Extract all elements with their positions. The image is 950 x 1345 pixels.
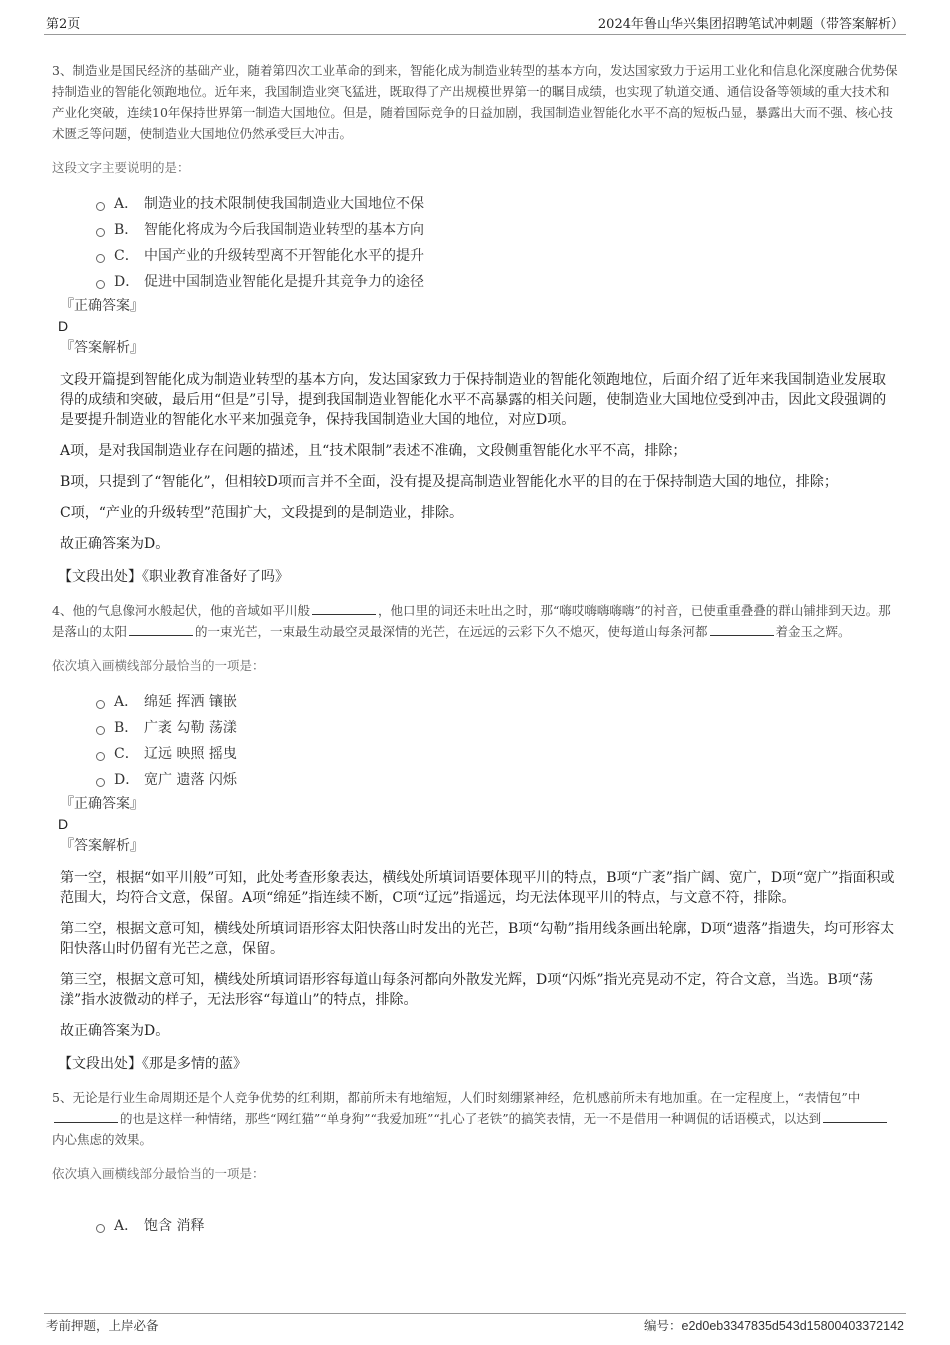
radio-icon[interactable] [96,202,105,211]
answer-value: D [58,318,69,334]
analysis-paragraph: B项，只提到了“智能化”，但相较D项而言并不全面，没有提及提高制造业智能化水平的目的在于保持制造大国的地位，排除； [60,474,838,490]
analysis-paragraph: A项，是对我国制造业存在问题的描述，且“技术限制”表述不准确，文段侧重智能化水平不高，排除； [60,443,687,459]
question-prompt: 依次填入画横线部分最恰当的一项是： [52,1166,265,1181]
option-c[interactable]: C． 中国产业的升级转型离不开智能化水平的提升 [96,242,898,268]
radio-icon[interactable] [96,280,105,289]
answer-value: D [58,816,69,832]
source-citation: 【文段出处】《那是多情的蓝》 [58,1056,247,1072]
page-header [44,10,906,35]
analysis-label: 『答案解析』 [60,340,144,356]
analysis-paragraph: 故正确答案为D。 [60,1023,170,1039]
page-footer [44,1313,906,1334]
question-prompt: 依次填入画横线部分最恰当的一项是： [52,658,265,673]
option-d[interactable]: D． 促进中国制造业智能化是提升其竞争力的途径 [96,268,898,294]
source-citation: 【文段出处】《职业教育准备好了吗》 [58,569,289,585]
option-list [96,1212,898,1238]
fill-blank [312,602,376,615]
page-number: 第2页 [46,17,81,32]
fill-blank [129,623,193,636]
option-b[interactable]: B． 广袤 勾勒 荡漾 [96,714,898,740]
option-d[interactable]: D． 宽广 遗落 闪烁 [96,766,898,792]
analysis-paragraph: 第一空，根据“如平川般”可知，此处考查形象表达，横线处所填词语要体现平川的特点，B项“广袤”指广阔、宽广，D项“宽广”指面积或范围大，均符合文意，保留。A项“绵延”指连续不断，C项“辽远”指遥远，均无法体现平川的特点，与文意不符，排除。 [60,870,895,906]
radio-icon[interactable] [96,726,105,735]
option-list [96,190,898,294]
question-stem: 4、他的气息像河水般起伏，他的音域如平川般 ，他口里的词还未吐出之时，那“嗨哎嗨嗨嗨嗨”的衬音，已使重重叠叠的群山铺排到天边。那是落山的太阳 的一束光芒，一束最生动最空灵最深情的光芒，在远远的云彩下久不熄灭，使每道山每条河都 着金玉之辉。 [52,603,891,639]
radio-icon[interactable] [96,700,105,709]
question-5 [52,1087,898,1238]
analysis-paragraph: 文段开篇提到智能化成为制造业转型的基本方向，发达国家致力于保持制造业的智能化领跑地位，后面介绍了近年来我国制造业发展取得的成绩和突破，最后用“但是”引导，提到我国制造业智能化水平不高暴露的相关问题，使制造业大国地位受到冲击，因此文段强调的是要提升制造业的智能化水平来加强竞争，保持我国制造业大国的地位，对应D项。 [60,372,887,428]
option-b[interactable]: B． 智能化将成为今后我国制造业转型的基本方向 [96,216,898,242]
radio-icon[interactable] [96,228,105,237]
question-prompt: 这段文字主要说明的是： [52,160,190,175]
option-c[interactable]: C． 辽远 映照 摇曳 [96,740,898,766]
option-a[interactable]: A． 绵延 挥洒 镶嵌 [96,688,898,714]
document-title: 2024年鲁山华兴集团招聘笔试冲刺题（带答案解析） [597,17,904,32]
analysis-paragraph: 第二空，根据文意可知，横线处所填词语形容太阳快落山时发出的光芒，B项“勾勒”指用线条画出轮廓，D项“遗落”指遗失，均可形容太阳快落山时仍留有光芒之意，保留。 [60,921,895,957]
analysis-paragraph: 第三空，根据文意可知，横线处所填词语形容每道山每条河都向外散发光辉，D项“闪烁”指光亮晃动不定，符合文意，当选。B项“荡漾”指水波微动的样子，无法形容“每道山”的特点，排除。 [60,972,873,1008]
option-list [96,688,898,792]
question-4 [52,600,898,1073]
fill-blank [710,623,774,636]
analysis-label: 『答案解析』 [60,838,144,854]
page-content [52,60,898,1238]
analysis-paragraph: 故正确答案为D。 [60,536,170,552]
footer-slogan: 考前押题，上岸必备 [46,1318,159,1333]
radio-icon[interactable] [96,1224,105,1233]
document-code: 编号：e2d0eb3347835d543d15800403372142 [644,1318,904,1333]
fill-blank [823,1110,887,1123]
question-3 [52,60,898,586]
fill-blank [54,1110,118,1123]
option-a[interactable]: A． 制造业的技术限制使我国制造业大国地位不保 [96,190,898,216]
answer-label: 『正确答案』 [60,298,144,314]
radio-icon[interactable] [96,254,105,263]
radio-icon[interactable] [96,752,105,761]
option-a[interactable]: A． 饱含 消释 [96,1212,898,1238]
radio-icon[interactable] [96,778,105,787]
answer-label: 『正确答案』 [60,796,144,812]
analysis-paragraph: C项，“产业的升级转型”范围扩大，文段提到的是制造业，排除。 [60,505,464,521]
question-stem: 5、无论是行业生命周期还是个人竞争优势的红利期，都前所未有地缩短，人们时刻绷紧神经，危机感前所未有地加重。在一定程度上，“表情包”中的也是这样一种情绪，那些“网红猫”“单身狗”“我爱加班”“扎心了老铁”的搞笑表情，无一不是借用一种调侃的话语模式，以达到内心焦虑的效果。 [52,1087,898,1150]
question-stem: 3、制造业是国民经济的基础产业，随着第四次工业革命的到来，智能化成为制造业转型的基本方向，发达国家致力于运用工业化和信息化深度融合优势保持制造业的智能化领跑地位。近年来，我国制造业突飞猛进，既取得了产出规模世界第一的瞩目成绩，也实现了轨道交通、通信设备等领域的重大技术和产业化突破，连续10年保持世界第一制造大国地位。但是，随着国际竞争的日益加剧，我国制造业智能化水平不高的短板凸显，暴露出大而不强、核心技术匮乏等问题，使制造业大国地位仍然承受巨大冲击。 [52,63,898,141]
